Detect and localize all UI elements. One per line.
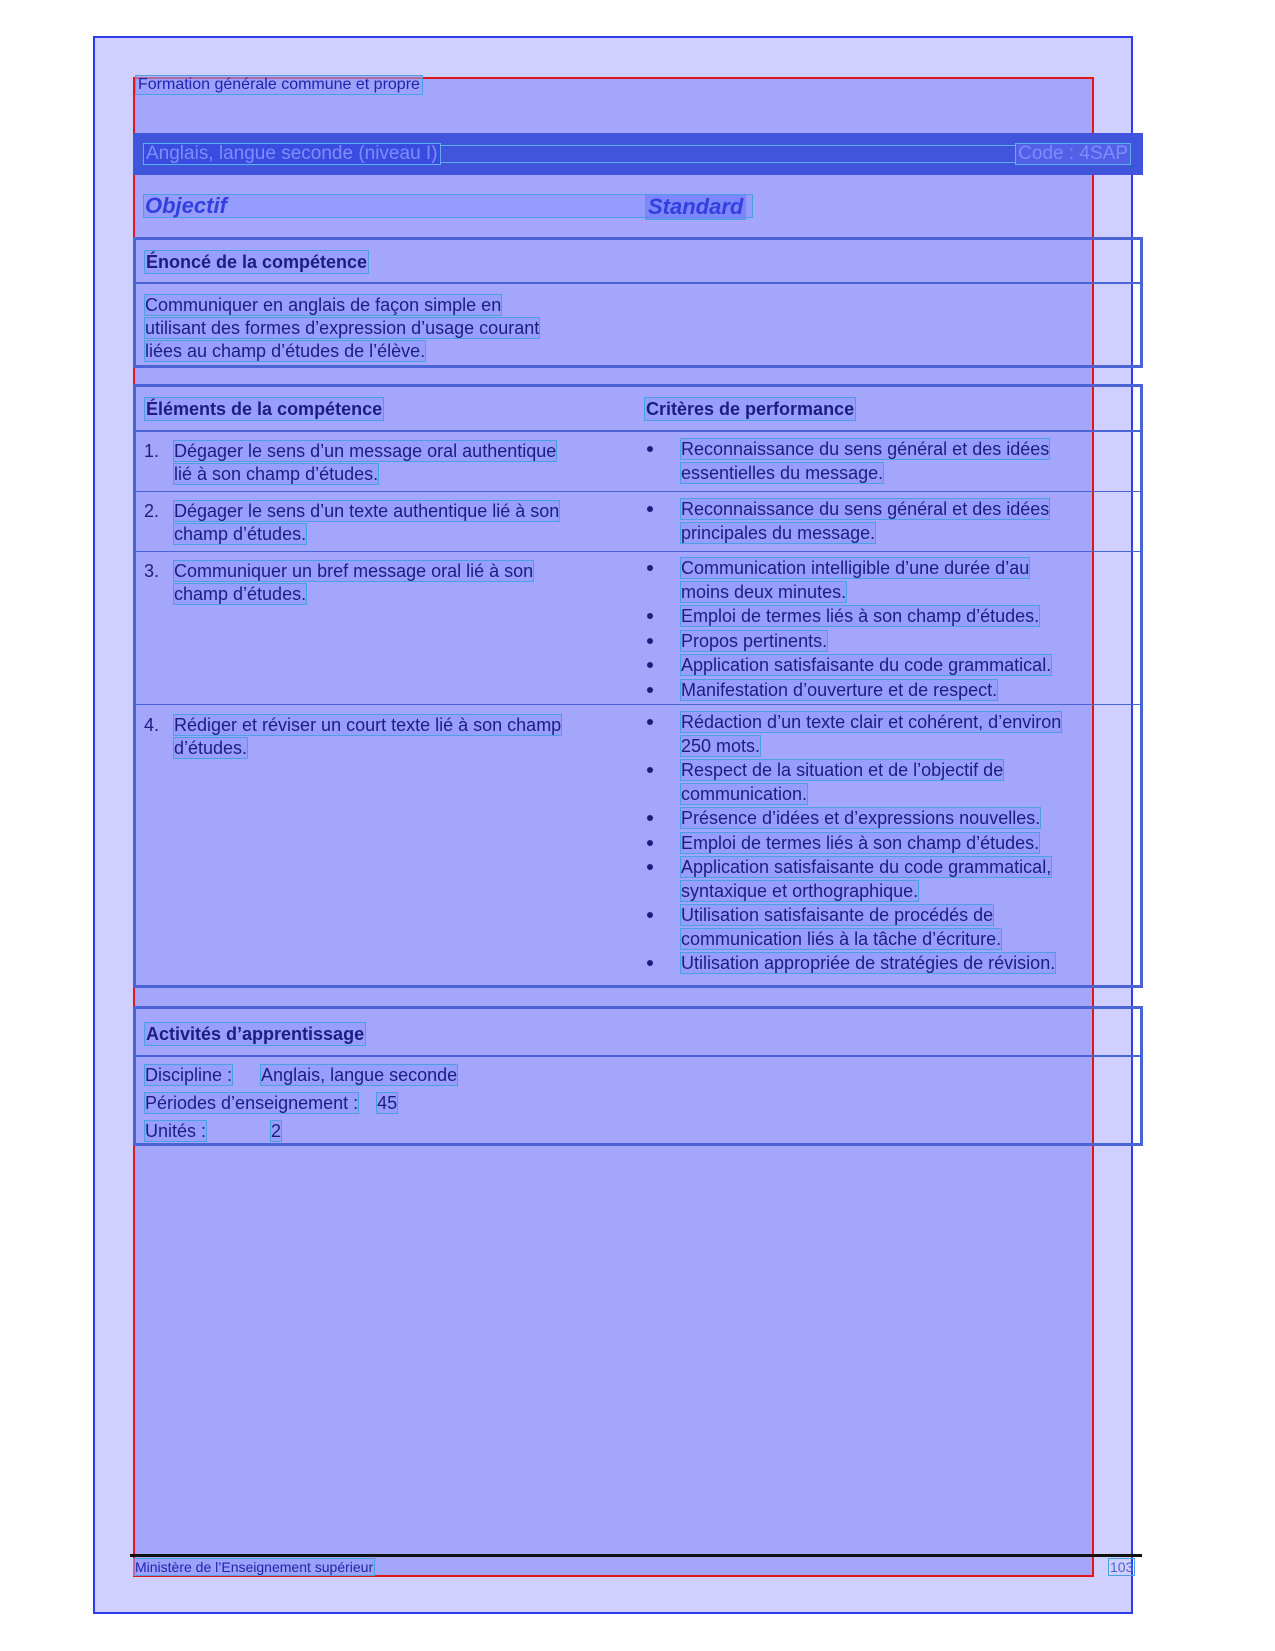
competency-statement-text [144, 294, 540, 363]
periods-value: 45 [377, 1093, 398, 1113]
element-text: d’études. [174, 738, 248, 758]
element-text: lié à son champ d’études. [174, 464, 379, 484]
periods-label: Périodes d’enseignement : [145, 1093, 359, 1113]
units-line [144, 1120, 282, 1142]
criterion-item: Utilisation appropriée de stratégies de révision. [644, 952, 1124, 976]
element-text: champ d’études. [174, 524, 307, 544]
statement-line: liées au champ d’études de l’élève. [145, 341, 426, 361]
criteria-list-2 [644, 498, 1114, 546]
criterion-item: Utilisation satisfaisante de procédés de communication liés à la tâche d’écriture. [644, 904, 1124, 951]
competency-statement-box [133, 237, 1143, 368]
criteria-list-3 [644, 557, 1114, 703]
units-label: Unités : [145, 1121, 207, 1141]
course-title: Anglais, langue seconde (niveau I) [143, 143, 441, 165]
activities-box [133, 1006, 1143, 1146]
competency-statement-heading: Énoncé de la compétence [146, 252, 368, 272]
element-text: Dégager le sens d’un texte authentique lié à son [174, 501, 560, 521]
element-text: Communiquer un bref message oral lié à son [174, 561, 534, 581]
criteria-list-1 [644, 438, 1114, 486]
element-number: 3. [144, 561, 160, 581]
criterion-item: Manifestation d’ouverture et de respect. [644, 679, 1114, 703]
elements-heading: Éléments de la compétence [146, 399, 383, 419]
element-number: 4. [144, 715, 160, 735]
criterion-item: Propos pertinents. [644, 630, 1114, 654]
divider [136, 491, 1140, 492]
element-text: Dégager le sens d’un message oral authentique [174, 441, 557, 461]
criteria-list-4 [644, 711, 1124, 977]
objective-heading: Objectif [145, 193, 227, 218]
criterion-item: Respect de la situation et de l’objectif de communication. [644, 759, 1124, 806]
statement-line: Communiquer en anglais de façon simple en [145, 295, 502, 315]
course-code: Code : 4SAP [1015, 143, 1131, 165]
criteria-heading: Critères de performance [646, 399, 855, 419]
discipline-label: Discipline : [145, 1065, 233, 1085]
page-number: 103 [1110, 1559, 1134, 1575]
criterion-item: Reconnaissance du sens général et des idées essentielles du message. [644, 438, 1114, 485]
elements-box [133, 384, 1143, 988]
course-title-bar [133, 133, 1143, 175]
element-text: champ d’études. [174, 584, 307, 604]
standard-heading: Standard [645, 194, 746, 220]
footer-ministry: Ministère de l’Enseignement supérieur [135, 1559, 374, 1575]
element-number: 1. [144, 441, 160, 461]
discipline-line [144, 1064, 458, 1086]
divider [136, 282, 1140, 284]
criterion-item: Emploi de termes liés à son champ d’études. [644, 605, 1114, 629]
criterion-item: Application satisfaisante du code grammatical, syntaxique et orthographique. [644, 856, 1124, 903]
periods-line [144, 1092, 398, 1114]
criterion-item: Emploi de termes liés à son champ d’études. [644, 832, 1124, 856]
criterion-item: Application satisfaisante du code grammatical. [644, 654, 1114, 678]
divider [136, 1055, 1140, 1057]
criterion-item: Communication intelligible d’une durée d’au moins deux minutes. [644, 557, 1114, 604]
statement-line: utilisant des formes d’expression d’usage courant [145, 318, 540, 338]
element-number: 2. [144, 501, 160, 521]
activities-heading: Activités d’apprentissage [146, 1024, 365, 1044]
divider [136, 551, 1140, 552]
divider [136, 430, 1140, 432]
criterion-item: Présence d’idées et d’expressions nouvelles. [644, 807, 1124, 831]
element-text: Rédiger et réviser un court texte lié à son champ [174, 715, 562, 735]
footer-rule [130, 1554, 1142, 1557]
discipline-value: Anglais, langue seconde [261, 1065, 458, 1085]
criterion-item: Rédaction d’un texte clair et cohérent, d’environ 250 mots. [644, 711, 1124, 758]
criterion-item: Reconnaissance du sens général et des idées principales du message. [644, 498, 1114, 545]
units-value: 2 [271, 1121, 282, 1141]
divider [136, 704, 1140, 705]
section-label: Formation générale commune et propre [135, 75, 423, 95]
